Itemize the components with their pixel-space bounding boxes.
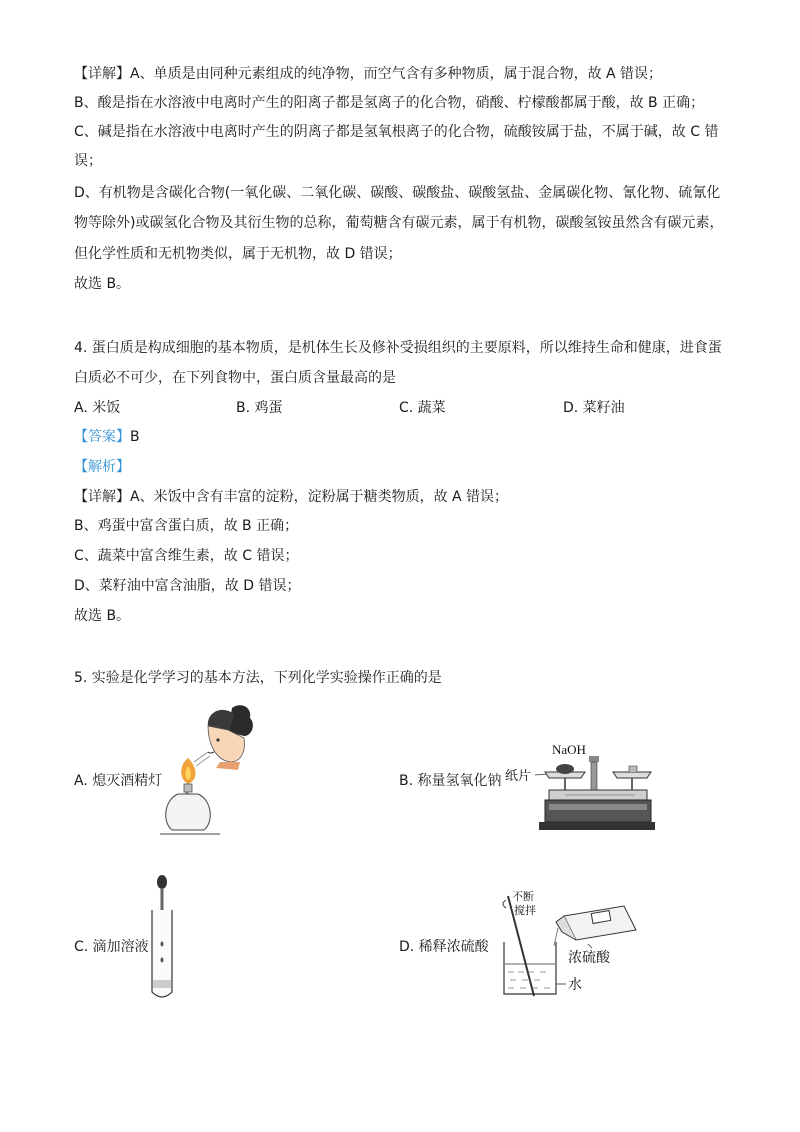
paper-label: 纸片	[505, 769, 532, 784]
q3-conclusion: 故选 B。	[74, 276, 131, 292]
q4-detail-line-3: C、蔬菜中富含维生素，故 C 错误；	[74, 548, 299, 564]
q4-conclusion: 故选 B。	[74, 608, 131, 624]
q3-detail-line-3: C、碱是指在水溶液中电离时产生的阴离子都是氢氧根离子的化合物，硫酸铵属于盐，不属于碱，故 C 错	[74, 124, 719, 140]
figure-extinguish-lamp	[158, 700, 258, 842]
answer-tag: 【答案】	[74, 429, 130, 445]
stir-label-1: 不断	[512, 890, 534, 903]
q4-analysis-tag: 【解析】	[74, 459, 130, 475]
q4-option-b: B. 鸡蛋	[236, 400, 283, 416]
q4-detail-line-1: 【详解】A、米饭中含有丰富的淀粉，淀粉属于糖类物质，故 A 错误；	[74, 489, 509, 505]
q4-option-c: C. 蔬菜	[399, 400, 446, 416]
q4-stem-line-1: 4. 蛋白质是构成细胞的基本物质，是机体生长及修补受损组织的主要原料，所以维持生命和健康，进食蛋	[74, 340, 722, 356]
q5-stem: 5. 实验是化学学习的基本方法，下列化学实验操作正确的是	[74, 670, 442, 686]
q3-detail-line-6: 物等除外)或碳氢化合物及其衍生物的总称，葡萄糖含有碳元素，属于有机物，碳酸氢铵虽然含有碳元素，	[74, 215, 724, 231]
q3-detail-line-4: 误；	[74, 153, 102, 169]
q4-detail-line-2: B、鸡蛋中富含蛋白质，故 B 正确；	[74, 518, 299, 534]
naoh-label: NaOH	[552, 742, 586, 757]
q4-answer	[74, 427, 140, 447]
figure-weigh-naoh	[505, 738, 655, 840]
acid-label: 浓硫酸	[568, 950, 610, 966]
q5-option-d: D. 稀释浓硫酸	[399, 939, 489, 955]
q5-option-b: B. 称量氢氧化钠	[399, 773, 502, 789]
q3-detail-line-1: 【详解】A、单质是由同种元素组成的纯净物，而空气含有多种物质，属于混合物，故 A 错误；	[74, 66, 663, 82]
figure-dropper-test-tube	[146, 870, 178, 1002]
q4-option-a: A. 米饭	[74, 400, 121, 416]
figure-dilute-acid	[496, 888, 646, 1000]
q3-detail-line-5: D、有机物是含碳化合物(一氧化碳、二氧化碳、碳酸、碳酸盐、碳酸氢盐、金属碳化物、氰化物、硫氰化	[74, 185, 721, 201]
q4-detail-line-4: D、菜籽油中富含油脂，故 D 错误；	[74, 578, 301, 594]
q4-option-d: D. 菜籽油	[563, 400, 625, 416]
q3-detail-line-7: 但化学性质和无机物类似，属于无机物，故 D 错误；	[74, 246, 402, 262]
water-label: 水	[568, 977, 582, 993]
q5-option-a: A. 熄灭酒精灯	[74, 773, 163, 789]
answer-value: B	[130, 429, 140, 445]
q3-detail-line-2: B、酸是指在水溶液中电离时产生的阳离子都是氢离子的化合物，硝酸、柠檬酸都属于酸，故 B 正确；	[74, 95, 705, 111]
stir-label-2: 搅拌	[514, 904, 536, 917]
q4-stem-line-2: 白质必不可少，在下列食物中，蛋白质含量最高的是	[74, 370, 396, 386]
q5-option-c: C. 滴加溶液	[74, 939, 149, 955]
